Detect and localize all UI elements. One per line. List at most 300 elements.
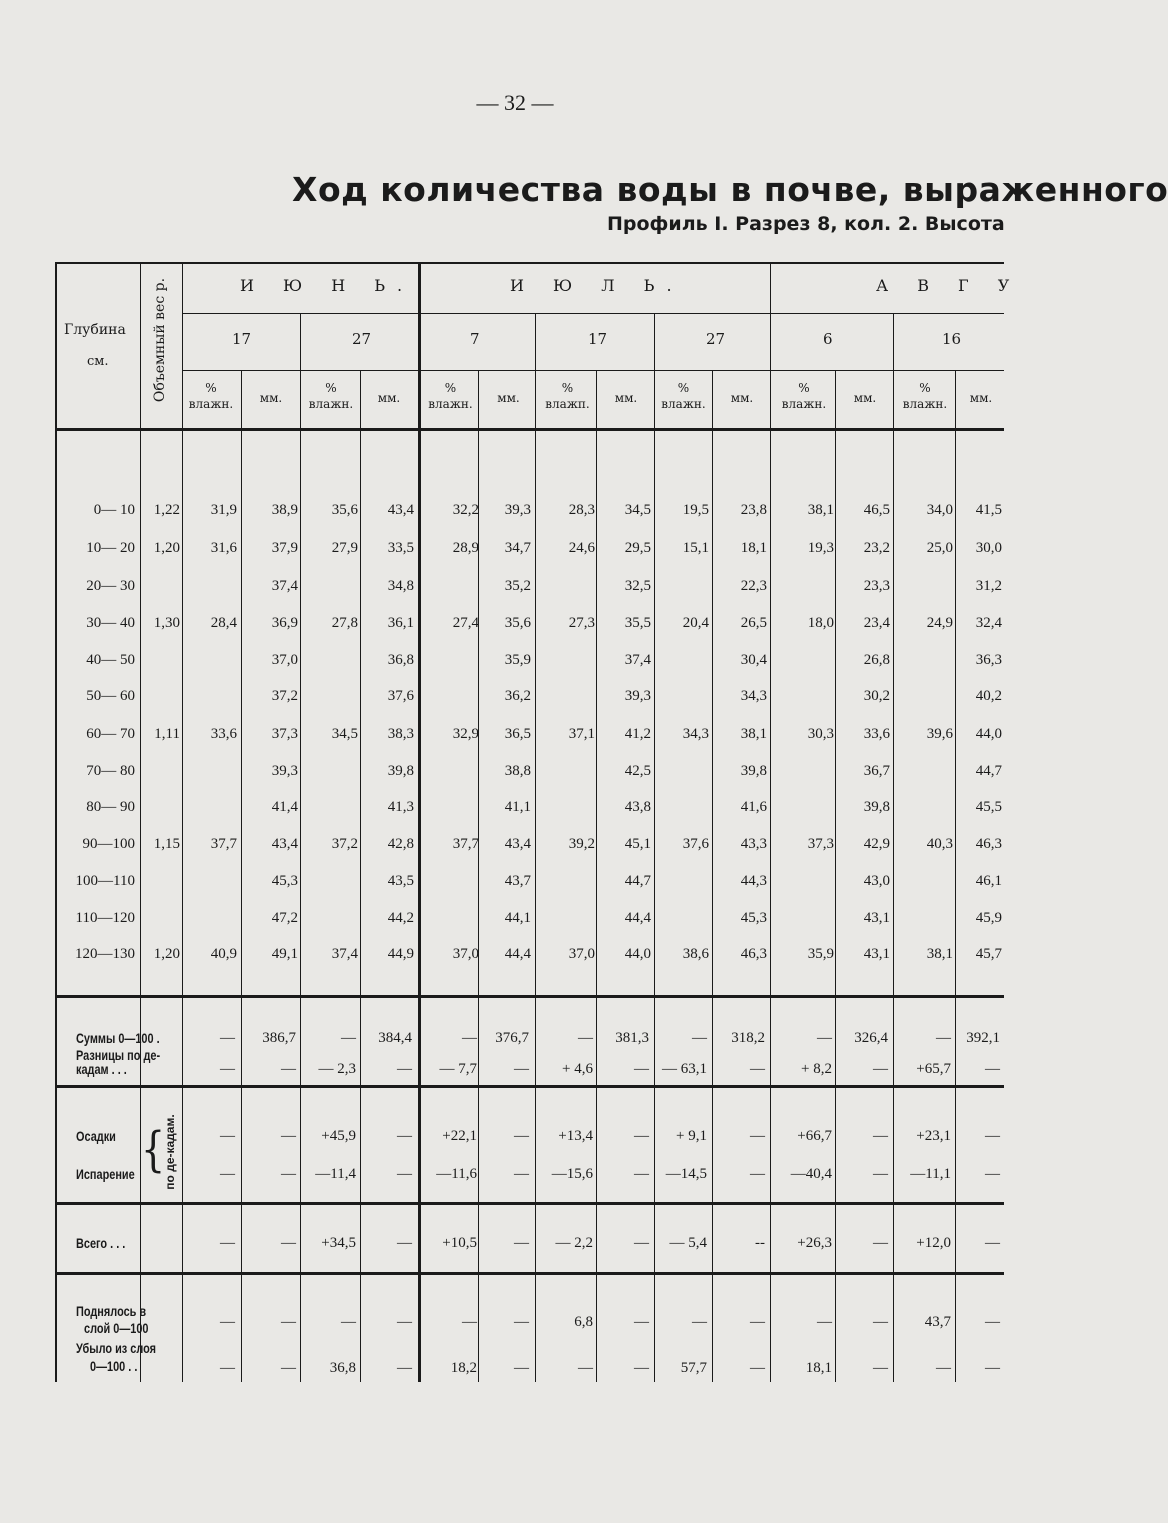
- depth-unit: см.: [87, 354, 109, 369]
- table-cell: 38,9: [271, 502, 298, 518]
- evap-cell: —: [873, 1166, 888, 1182]
- evap-cell: —: [220, 1166, 235, 1182]
- table-cell: 37,4: [624, 652, 651, 668]
- pct-symbol: %: [444, 381, 457, 395]
- mm-header: мм.: [730, 391, 754, 405]
- table-cell: 41,4: [271, 799, 298, 815]
- day-header: 6: [823, 330, 833, 348]
- evap-cell: —15,6: [551, 1166, 593, 1182]
- total-cell: —: [514, 1235, 529, 1251]
- table-cell: 39,6: [926, 726, 953, 742]
- precip-cell: +45,9: [321, 1128, 356, 1144]
- sums-cell: 318,2: [731, 1030, 765, 1046]
- total-cell: —: [985, 1235, 1000, 1251]
- diff-cell: —: [281, 1061, 296, 1077]
- table-cell: 43,3: [740, 836, 767, 852]
- diff-cell: —: [750, 1061, 765, 1077]
- column-divider: [596, 370, 597, 1382]
- table-cell: 39,2: [568, 836, 595, 852]
- volume-weight-header: Объемный вес р.: [152, 277, 168, 403]
- table-cell: 37,4: [331, 946, 358, 962]
- mm-header: мм.: [614, 391, 638, 405]
- table-cell: 43,4: [271, 836, 298, 852]
- rose-cell: —: [817, 1314, 832, 1330]
- pct-moist-header: [538, 380, 597, 412]
- moist-label: влажн.: [661, 397, 706, 411]
- table-cell: 30,0: [975, 540, 1002, 556]
- evap-label: Испарение: [76, 1166, 135, 1182]
- volume-cell: 1,30: [153, 615, 180, 631]
- table-cell: 32,5: [624, 578, 651, 594]
- lost-cell: —: [634, 1360, 649, 1376]
- table-cell: 44,0: [624, 946, 651, 962]
- table-cell: 45,5: [975, 799, 1002, 815]
- table-cell: 42,9: [863, 836, 890, 852]
- table-cell: 31,6: [210, 540, 237, 556]
- moist-label: влажн.: [188, 397, 234, 411]
- sums-cell: 381,3: [615, 1030, 649, 1046]
- table-cell: 32,2: [452, 502, 479, 518]
- lost-cell: —: [397, 1360, 412, 1376]
- evap-cell: —: [750, 1166, 765, 1182]
- volume-cell: 1,20: [153, 946, 180, 962]
- table-cell: 43,0: [863, 873, 890, 889]
- table-cell: 45,1: [624, 836, 651, 852]
- month-aug: А В Г У: [876, 276, 1022, 295]
- table-cell: 37,1: [568, 726, 595, 742]
- diff-cell: —: [873, 1061, 888, 1077]
- table-cell: 44,9: [387, 946, 414, 962]
- lost-cell: —: [220, 1360, 235, 1376]
- table-cell: 45,9: [975, 910, 1002, 926]
- rose-cell: 43,7: [924, 1314, 951, 1330]
- sums-cell: —: [220, 1030, 235, 1046]
- table-cell: 28,3: [568, 502, 595, 518]
- evap-cell: —: [514, 1166, 529, 1182]
- total-cell: —: [281, 1235, 296, 1251]
- table-cell: 34,3: [740, 688, 767, 704]
- column-divider: [535, 313, 536, 1382]
- table-cell: 29,5: [624, 540, 651, 556]
- precip-cell: —: [634, 1128, 649, 1144]
- table-cell: 44,1: [504, 910, 531, 926]
- table-cell: 35,6: [331, 502, 358, 518]
- diff-cell: — 63,1: [662, 1061, 707, 1077]
- table-cell: 46,1: [975, 873, 1002, 889]
- sums-cell: 386,7: [262, 1030, 296, 1046]
- pct-moist-header: [772, 380, 836, 412]
- rose-cell: —: [634, 1314, 649, 1330]
- table-subtitle: Профиль I. Разрез 8, кол. 2. Высота: [607, 213, 1005, 235]
- table-cell: 42,8: [387, 836, 414, 852]
- table-cell: 47,2: [271, 910, 298, 926]
- table-cell: 31,9: [210, 502, 237, 518]
- lost-cell: —: [936, 1360, 951, 1376]
- lost-cell: —: [750, 1360, 765, 1376]
- header-bottom-rule: [55, 428, 1004, 431]
- precip-cell: +13,4: [558, 1128, 593, 1144]
- lost-cell: —: [514, 1360, 529, 1376]
- evap-cell: —: [985, 1166, 1000, 1182]
- table-cell: 45,7: [975, 946, 1002, 962]
- mm-header: мм.: [497, 391, 520, 405]
- table-cell: 38,1: [740, 726, 767, 742]
- table-cell: 36,5: [504, 726, 531, 742]
- rose-cell: —: [692, 1314, 707, 1330]
- table-cell: 25,0: [926, 540, 953, 556]
- evap-cell: —: [397, 1166, 412, 1182]
- rose-cell: 6,8: [574, 1314, 593, 1330]
- table-cell: 42,5: [624, 763, 651, 779]
- diff-cell: + 8,2: [801, 1061, 832, 1077]
- table-cell: 28,9: [452, 540, 479, 556]
- table-cell: 24,6: [568, 540, 595, 556]
- sums-cell: —: [341, 1030, 356, 1046]
- table-cell: 37,4: [271, 578, 298, 594]
- lost-cell: 57,7: [680, 1360, 707, 1376]
- table-cell: 19,3: [807, 540, 834, 556]
- table-cell: 19,5: [682, 502, 709, 518]
- evap-cell: —: [281, 1166, 296, 1182]
- table-cell: 34,5: [624, 502, 651, 518]
- lost-cell: —: [985, 1360, 1000, 1376]
- table-cell: 43,5: [387, 873, 414, 889]
- sums-top-rule: [55, 995, 1004, 998]
- sums-cell: —: [817, 1030, 832, 1046]
- sums-cell: 326,4: [854, 1030, 888, 1046]
- moist-label: влажн.: [308, 397, 354, 411]
- rose-cell: —: [341, 1314, 356, 1330]
- depth-cell: 50— 60: [86, 688, 135, 704]
- table-top-border: [55, 262, 1004, 264]
- pct-symbol: %: [677, 381, 690, 395]
- sums-cell: —: [692, 1030, 707, 1046]
- table-cell: 23,2: [863, 540, 890, 556]
- table-cell: 35,9: [504, 652, 531, 668]
- rose-cell: —: [750, 1314, 765, 1330]
- precip-cell: +66,7: [797, 1128, 832, 1144]
- column-divider: [478, 370, 479, 1382]
- diff-label-2: кадам . . .: [76, 1061, 127, 1077]
- table-cell: 23,4: [863, 615, 890, 631]
- table-cell: 38,1: [807, 502, 834, 518]
- table-cell: 37,0: [271, 652, 298, 668]
- diff-cell: —: [514, 1061, 529, 1077]
- volume-cell: 1,22: [153, 502, 180, 518]
- depth-cell: 100—110: [75, 873, 135, 889]
- depth-cell: 80— 90: [86, 799, 135, 815]
- table-cell: 41,6: [740, 799, 767, 815]
- table-cell: 38,6: [682, 946, 709, 962]
- moist-label: влажп.: [545, 397, 590, 411]
- table-cell: 41,5: [975, 502, 1002, 518]
- table-cell: 40,9: [210, 946, 237, 962]
- table-cell: 23,3: [863, 578, 890, 594]
- table-cell: 46,3: [975, 836, 1002, 852]
- precip-cell: —: [985, 1128, 1000, 1144]
- table-cell: 44,0: [975, 726, 1002, 742]
- table-cell: 36,8: [387, 652, 414, 668]
- total-cell: — 5,4: [669, 1235, 707, 1251]
- evap-cell: —11,1: [910, 1166, 951, 1182]
- table-cell: 44,7: [975, 763, 1002, 779]
- table-cell: 34,0: [926, 502, 953, 518]
- table-cell: 39,8: [863, 799, 890, 815]
- table-cell: 36,7: [863, 763, 890, 779]
- total-label: Всего . . .: [76, 1235, 126, 1251]
- total-cell: —: [397, 1235, 412, 1251]
- table-title: Ход количества воды в почве, выраженного: [292, 170, 1168, 209]
- table-cell: 38,3: [387, 726, 414, 742]
- table-cell: 36,3: [975, 652, 1002, 668]
- table-cell: 27,8: [331, 615, 358, 631]
- table-cell: 35,6: [504, 615, 531, 631]
- column-divider: [712, 370, 713, 1382]
- column-divider: [893, 313, 894, 1382]
- mm-header: мм.: [377, 391, 401, 405]
- depth-cell: 0— 10: [93, 502, 135, 518]
- column-divider: [182, 262, 183, 1382]
- precip-cell: —: [514, 1128, 529, 1144]
- precip-cell: —: [220, 1128, 235, 1144]
- column-divider: [955, 370, 956, 1382]
- header-day-divider: [182, 370, 1004, 371]
- table-cell: 43,1: [863, 946, 890, 962]
- pct-symbol: %: [325, 381, 337, 395]
- total-cell: —: [873, 1235, 888, 1251]
- diff-cell: + 4,6: [562, 1061, 593, 1077]
- table-cell: 39,8: [387, 763, 414, 779]
- table-cell: 39,8: [740, 763, 767, 779]
- table-cell: 36,1: [387, 615, 414, 631]
- sums-cell: —: [578, 1030, 593, 1046]
- evap-cell: —40,4: [790, 1166, 832, 1182]
- table-cell: 34,3: [682, 726, 709, 742]
- table-cell: 35,5: [624, 615, 651, 631]
- moist-label: влажн.: [428, 397, 473, 411]
- rose-cell: —: [281, 1314, 296, 1330]
- table-cell: 24,9: [926, 615, 953, 631]
- table-cell: 37,3: [271, 726, 298, 742]
- lost-cell: 36,8: [329, 1360, 356, 1376]
- table-cell: 37,0: [452, 946, 479, 962]
- table-cell: 38,8: [504, 763, 531, 779]
- rose-cell: —: [397, 1314, 412, 1330]
- depth-cell: 90—100: [82, 836, 135, 852]
- rose-label-2: слой 0—100: [84, 1320, 149, 1336]
- total-cell: —: [634, 1235, 649, 1251]
- mm-header: мм.: [853, 391, 877, 405]
- depth-cell: 40— 50: [86, 652, 135, 668]
- total-cell: +26,3: [797, 1235, 832, 1251]
- table-cell: 37,6: [387, 688, 414, 704]
- table-cell: 43,4: [504, 836, 531, 852]
- table-cell: 20,4: [682, 615, 709, 631]
- lost-cell: —: [281, 1360, 296, 1376]
- precip-cell: + 9,1: [676, 1128, 707, 1144]
- table-cell: 43,8: [624, 799, 651, 815]
- table-cell: 18,1: [740, 540, 767, 556]
- depth-cell: 30— 40: [86, 615, 135, 631]
- table-cell: 33,6: [863, 726, 890, 742]
- day-header: 17: [232, 330, 252, 348]
- table-cell: 32,4: [975, 615, 1002, 631]
- page-number: — 32 —: [476, 90, 554, 115]
- table-cell: 15,1: [682, 540, 709, 556]
- diff-cell: — 7,7: [439, 1061, 477, 1077]
- evap-cell: —11,4: [315, 1166, 356, 1182]
- table-cell: 41,2: [624, 726, 651, 742]
- table-cell: 23,8: [740, 502, 767, 518]
- table-cell: 44,7: [624, 873, 651, 889]
- evap-cell: —11,6: [436, 1166, 477, 1182]
- diff-label-1: Разницы по де-: [76, 1047, 161, 1063]
- volume-cell: 1,20: [153, 540, 180, 556]
- diff-cell: —: [397, 1061, 412, 1077]
- diff-bottom-rule: [55, 1085, 1004, 1088]
- table-cell: 43,1: [863, 910, 890, 926]
- lost-cell: 18,1: [805, 1360, 832, 1376]
- total-cell: —: [220, 1235, 235, 1251]
- table-cell: 45,3: [271, 873, 298, 889]
- table-cell: 30,3: [807, 726, 834, 742]
- table-cell: 38,1: [926, 946, 953, 962]
- table-cell: 45,3: [740, 910, 767, 926]
- table-cell: 40,3: [926, 836, 953, 852]
- pct-moist-header: [420, 380, 481, 412]
- depth-cell: 110—120: [75, 910, 135, 926]
- decade-label: по де-кадам.: [163, 1114, 177, 1190]
- lost-cell: 18,2: [450, 1360, 477, 1376]
- moist-label: влажн.: [781, 397, 827, 411]
- volume-cell: 1,15: [153, 836, 180, 852]
- table-cell: 43,7: [504, 873, 531, 889]
- table-cell: 37,6: [682, 836, 709, 852]
- table-cell: 46,3: [740, 946, 767, 962]
- lost-label-1: Убыло из слоя: [76, 1340, 157, 1356]
- pct-moist-header: [656, 380, 711, 412]
- table-cell: 26,8: [863, 652, 890, 668]
- diff-cell: — 2,3: [318, 1061, 356, 1077]
- total-cell: --: [755, 1235, 765, 1251]
- precip-label: Осадки: [76, 1128, 116, 1144]
- diff-cell: —: [634, 1061, 649, 1077]
- table-cell: 44,4: [504, 946, 531, 962]
- table-cell: 46,5: [863, 502, 890, 518]
- rose-cell: —: [514, 1314, 529, 1330]
- diff-cell: +65,7: [916, 1061, 951, 1077]
- precip-cell: +23,1: [916, 1128, 951, 1144]
- day-header: 17: [588, 330, 608, 348]
- table-cell: 44,4: [624, 910, 651, 926]
- table-cell: 34,8: [387, 578, 414, 594]
- total-cell: — 2,2: [555, 1235, 593, 1251]
- pct-moist-header: [183, 380, 239, 412]
- rose-cell: —: [985, 1314, 1000, 1330]
- sums-cell: 384,4: [378, 1030, 412, 1046]
- table-cell: 26,5: [740, 615, 767, 631]
- decade-brace: {: [141, 1121, 166, 1177]
- depth-cell: 10— 20: [86, 540, 135, 556]
- table-cell: 27,9: [331, 540, 358, 556]
- diff-cell: —: [220, 1061, 235, 1077]
- table-cell: 41,3: [387, 799, 414, 815]
- rose-cell: —: [462, 1314, 477, 1330]
- rose-label-1: Поднялось в: [76, 1303, 147, 1319]
- table-cell: 41,1: [504, 799, 531, 815]
- column-divider: [360, 370, 361, 1382]
- table-cell: 39,3: [624, 688, 651, 704]
- total-bottom-rule: [55, 1272, 1004, 1275]
- sums-cell: 392,1: [966, 1030, 1000, 1046]
- table-cell: 33,5: [387, 540, 414, 556]
- table-cell: 36,9: [271, 615, 298, 631]
- volume-cell: 1,11: [154, 726, 180, 742]
- mm-header: мм.: [969, 391, 993, 405]
- sums-cell: —: [462, 1030, 477, 1046]
- header-month-divider: [182, 313, 1004, 314]
- precip-cell: +22,1: [442, 1128, 477, 1144]
- table-cell: 34,5: [331, 726, 358, 742]
- column-divider: [140, 263, 141, 1382]
- table-cell: 40,2: [975, 688, 1002, 704]
- column-divider: [418, 262, 421, 1382]
- pct-moist-header: [895, 380, 955, 412]
- day-header: 7: [470, 330, 480, 348]
- column-divider: [300, 313, 301, 1382]
- sums-label: Суммы 0—100 .: [76, 1030, 160, 1046]
- column-divider: [770, 262, 771, 1382]
- precip-cell: —: [397, 1128, 412, 1144]
- day-header: 27: [706, 330, 726, 348]
- table-cell: 34,7: [504, 540, 531, 556]
- lost-cell: —: [873, 1360, 888, 1376]
- precip-cell: —: [873, 1128, 888, 1144]
- table-cell: 37,7: [210, 836, 237, 852]
- table-cell: 30,4: [740, 652, 767, 668]
- evap-cell: —14,5: [665, 1166, 707, 1182]
- sums-cell: 376,7: [495, 1030, 529, 1046]
- month-june: И Ю Н Ь.: [240, 276, 415, 295]
- depth-header: Глубина: [64, 322, 126, 338]
- depth-cell: 70— 80: [86, 763, 135, 779]
- month-july: И Ю Л Ь.: [510, 276, 684, 295]
- pct-symbol: %: [561, 381, 574, 395]
- table-cell: 35,2: [504, 578, 531, 594]
- table-cell: 39,3: [271, 763, 298, 779]
- table-cell: 18,0: [807, 615, 834, 631]
- table-cell: 27,3: [568, 615, 595, 631]
- table-cell: 32,9: [452, 726, 479, 742]
- column-divider: [241, 370, 242, 1382]
- evap-cell: —: [634, 1166, 649, 1182]
- diff-cell: —: [985, 1061, 1000, 1077]
- pct-moist-header: [302, 380, 360, 412]
- table-cell: 49,1: [271, 946, 298, 962]
- sums-cell: —: [936, 1030, 951, 1046]
- lost-label-2: 0—100 . .: [90, 1358, 138, 1374]
- table-cell: 44,2: [387, 910, 414, 926]
- table-cell: 28,4: [210, 615, 237, 631]
- depth-cell: 120—130: [75, 946, 135, 962]
- column-divider: [654, 313, 655, 1382]
- table-cell: 37,3: [807, 836, 834, 852]
- table-cell: 43,4: [387, 502, 414, 518]
- total-cell: +34,5: [321, 1235, 356, 1251]
- moist-label: влажн.: [902, 397, 948, 411]
- lost-cell: —: [578, 1360, 593, 1376]
- table-cell: 39,3: [504, 502, 531, 518]
